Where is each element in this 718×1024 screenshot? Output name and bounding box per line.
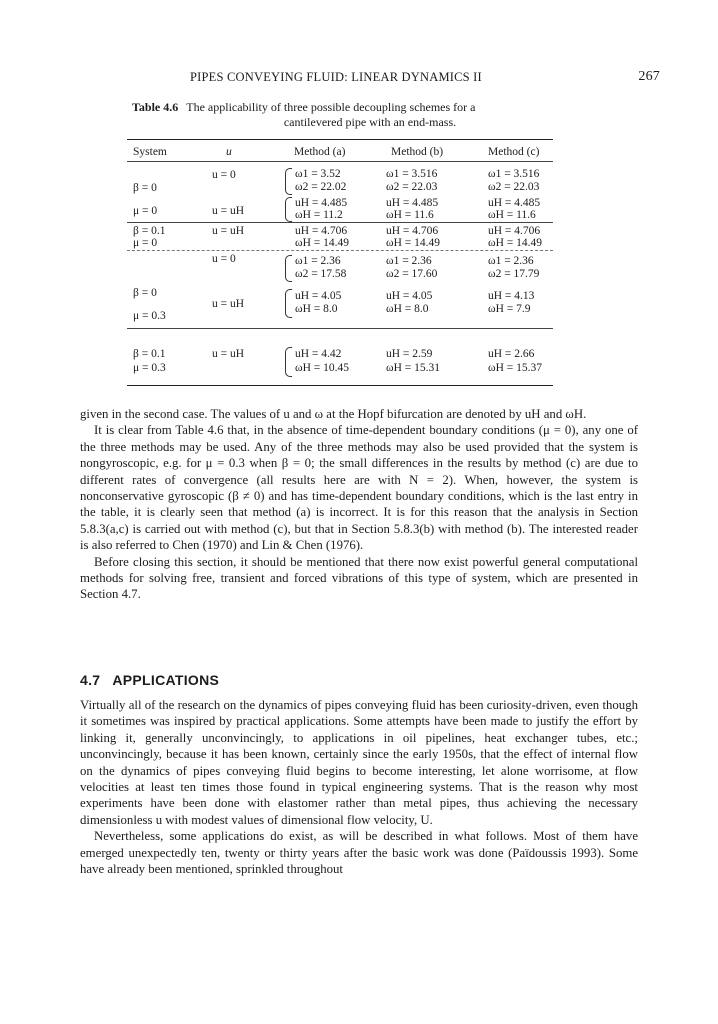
- table-caption: [132, 100, 572, 130]
- col-header-method-a: Method (a): [294, 146, 346, 158]
- method-b-value: ωH = 11.6: [386, 209, 434, 221]
- method-a-value: uH = 4.05: [295, 290, 342, 302]
- system-label: μ = 0: [133, 205, 158, 217]
- table-bottom-rule: [127, 385, 553, 386]
- method-b-value: uH = 4.706: [386, 225, 439, 237]
- table-top-rule: [127, 139, 553, 140]
- system-label: μ = 0.3: [133, 362, 166, 374]
- system-label: β = 0: [133, 182, 157, 194]
- method-b-value: ω1 = 2.36: [386, 255, 432, 267]
- method-a-value: ωH = 10.45: [295, 362, 349, 374]
- u-value: u = uH: [212, 205, 245, 217]
- method-b-value: uH = 2.59: [386, 348, 433, 360]
- section-title: APPLICATIONS: [112, 672, 220, 688]
- brace: [285, 347, 292, 377]
- method-c-value: ωH = 15.37: [488, 362, 542, 374]
- method-c-value: ωH = 14.49: [488, 237, 542, 249]
- method-b-value: ω2 = 22.03: [386, 181, 438, 193]
- paragraph: It is clear from Table 4.6 that, in the absence of time-dependent boundary conditions (μ = 0), any one of the three methods may be used. Any of the three methods may also be used provided that the system is nongyroscopic, e.g. for μ = 0.3 when β = 0; the small differences in the results by method (c) are due to different rates of convergence (all results here are with N = 2). When, however, the system is nonconservative gyroscopic (β ≠ 0) and has time-dependent boundary conditions, which is the last entry in the table, it is clearly seen that method (a) is incorrect. It is for this reason that the analysis in Section 5.8.3(a,c) is carried out with method (c), but that in Section 5.8.3(b) with method (b). The interested reader is also referred to Chen (1970) and Lin & Chen (1976).: [80, 423, 638, 553]
- running-head: [80, 70, 660, 86]
- method-a-value: uH = 4.485: [295, 197, 348, 209]
- method-a-value: uH = 4.42: [295, 348, 342, 360]
- system-label: β = 0.1: [133, 348, 166, 360]
- method-a-value: ω2 = 17.58: [295, 268, 347, 280]
- brace: [285, 289, 292, 318]
- u-value: u = uH: [212, 298, 245, 310]
- method-a-value: ωH = 8.0: [295, 303, 338, 315]
- col-header-method-b: Method (b): [391, 146, 444, 158]
- paragraph: given in the second case. The values of u and ω at the Hopf bifurcation are denoted by uH and ωH.: [80, 407, 587, 421]
- brace: [285, 255, 292, 282]
- col-header-u: u: [226, 146, 232, 158]
- group-rule-dashed: [127, 250, 553, 251]
- method-c-value: uH = 4.706: [488, 225, 541, 237]
- table-label: Table 4.6: [132, 100, 179, 114]
- paragraph: Before closing this section, it should be mentioned that there now exist powerful general computational methods for solving free, transient and forced vibrations of this type of system, which are presented in Section 4.7.: [80, 554, 638, 602]
- page-number: 267: [638, 69, 660, 84]
- method-b-value: ωH = 14.49: [386, 237, 440, 249]
- method-c-value: uH = 4.13: [488, 290, 535, 302]
- method-a-value: ω1 = 3.52: [295, 168, 341, 180]
- brace: [285, 197, 292, 222]
- method-b-value: uH = 4.05: [386, 290, 433, 302]
- paragraph: Virtually all of the research on the dynamics of pipes conveying fluid has been curiosity-driven, even though it sometimes was inspired by practical applications. Some attempts have been made to justify the effort by linking it, generally unconvincingly, to applications in oil pipelines, heat exchanger tubes, etc.; unconvincingly, because it has been known, certainly since the early 1950s, that the effect of internal flow on the dynamics of pipes conveying fluid begins to become interesting, let alone worrisome, at flow velocities at least ten times those found in typical engineering systems. That is the reason why most experiments have been done with elastomer rather than metal pipes, thus achieving the necessary dimensionless u with modest values of dimensional flow velocity, U.: [80, 698, 638, 827]
- brace: [285, 168, 292, 195]
- u-value: u = uH: [212, 348, 245, 360]
- header-rule: [127, 161, 553, 162]
- paragraph: Nevertheless, some applications do exist, as will be described in what follows. Most of them have emerged unexpectedly ten, twenty or thirty years after the basic work was done (Païdoussis 1993). Some have already been mentioned, sprinkled throughout: [80, 829, 638, 877]
- body-text-lower: [80, 697, 638, 877]
- running-title: PIPES CONVEYING FLUID: LINEAR DYNAMICS II: [190, 70, 482, 84]
- section-heading: [80, 672, 480, 688]
- method-b-value: ω2 = 17.60: [386, 268, 438, 280]
- group-rule: [127, 222, 553, 223]
- method-b-value: ω1 = 3.516: [386, 168, 438, 180]
- system-label: β = 0: [133, 287, 157, 299]
- method-b-value: ωH = 15.31: [386, 362, 440, 374]
- method-a-value: ωH = 14.49: [295, 237, 349, 249]
- col-header-method-c: Method (c): [488, 146, 540, 158]
- results-table: [127, 139, 553, 386]
- method-a-value: ω1 = 2.36: [295, 255, 341, 267]
- method-a-value: uH = 4.706: [295, 225, 348, 237]
- method-c-value: ω2 = 17.79: [488, 268, 540, 280]
- method-b-value: uH = 4.485: [386, 197, 439, 209]
- u-value: u = uH: [212, 225, 245, 237]
- method-a-value: ω2 = 22.02: [295, 181, 347, 193]
- caption-line-2: cantilevered pipe with an end-mass.: [283, 115, 457, 129]
- method-c-value: uH = 4.485: [488, 197, 541, 209]
- u-value: u = 0: [212, 169, 236, 181]
- method-a-value: ωH = 11.2: [295, 209, 343, 221]
- body-text-upper: [80, 406, 638, 603]
- col-header-system: System: [133, 146, 167, 158]
- method-c-value: ω1 = 2.36: [488, 255, 534, 267]
- method-c-value: uH = 2.66: [488, 348, 535, 360]
- u-value: u = 0: [212, 253, 236, 265]
- caption-line-1: The applicability of three possible decoupling schemes for a: [186, 100, 476, 114]
- system-label: μ = 0.3: [133, 310, 166, 322]
- group-rule: [127, 328, 553, 329]
- method-b-value: ωH = 8.0: [386, 303, 429, 315]
- method-c-value: ωH = 7.9: [488, 303, 531, 315]
- method-c-value: ω2 = 22.03: [488, 181, 540, 193]
- system-label: μ = 0: [133, 237, 158, 249]
- system-label: β = 0.1: [133, 225, 166, 237]
- method-c-value: ωH = 11.6: [488, 209, 536, 221]
- method-c-value: ω1 = 3.516: [488, 168, 540, 180]
- section-number: 4.7: [80, 672, 101, 688]
